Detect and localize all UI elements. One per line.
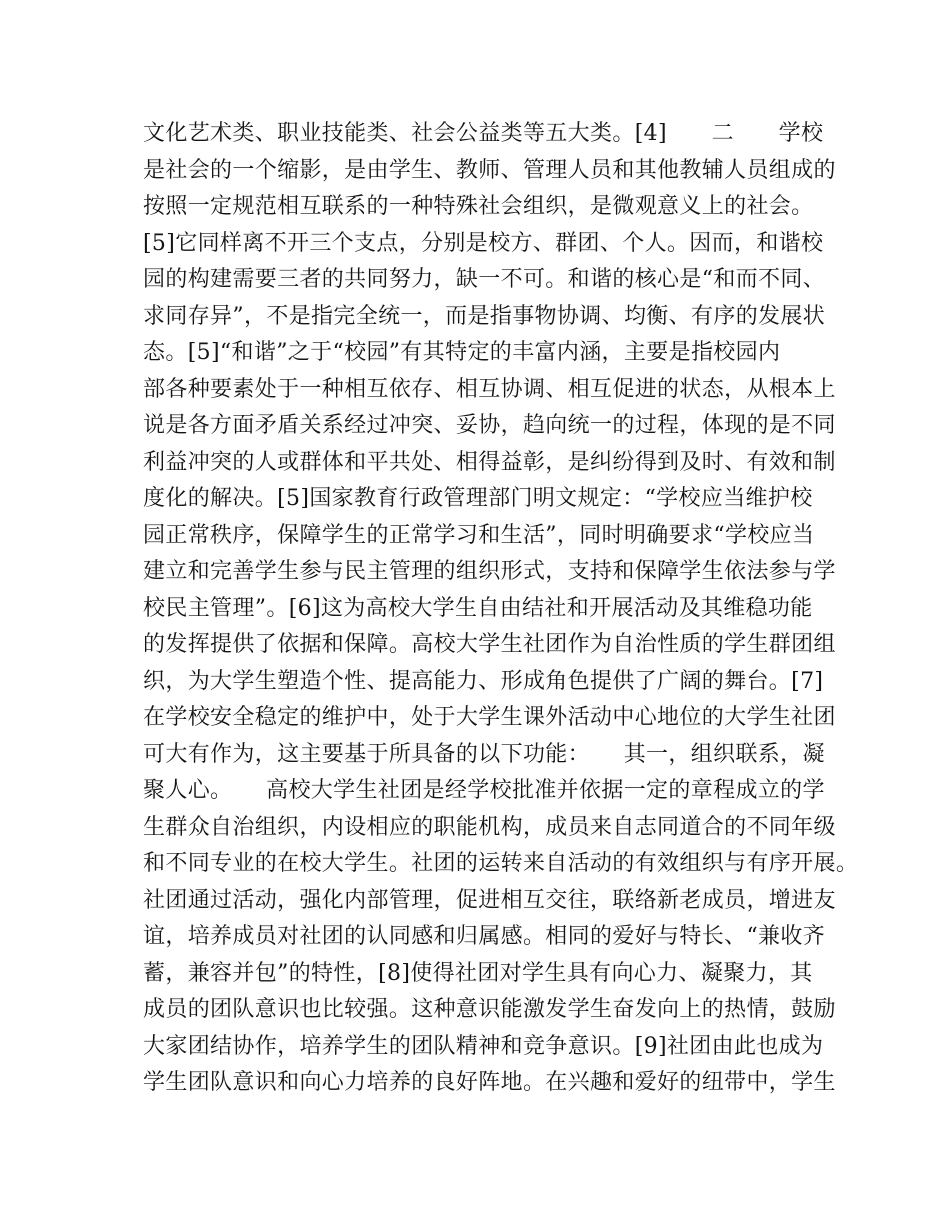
text-line: 求同存异”，不是指完全统一，而是指事物协调、均衡、有序的发展状 bbox=[143, 303, 826, 329]
text-line: 和不同专业的在校大学生。社团的运转来自活动的有效组织与有序开展。 bbox=[143, 851, 859, 876]
text-line: 在学校安全稳定的维护中，处于大学生课外活动中心地位的大学生社团 bbox=[143, 705, 836, 730]
text-line: 聚人心。 高校大学生社团是经学校批准并依据一定的章程成立的学 bbox=[143, 778, 825, 803]
text-line: 学生团队意识和向心力培养的良好阵地。在兴趣和爱好的纽带中，学生 bbox=[143, 1070, 836, 1095]
text-line: 织，为大学生塑造个性、提高能力、形成角色提供了广阔的舞台。[7] bbox=[143, 668, 824, 694]
text-line: 园的构建需要三者的共同努力，缺一不可。和谐的核心是“和而不同、 bbox=[143, 267, 826, 292]
text-line: 生群众自治组织，内设相应的职能机构，成员来自志同道合的不同年级 bbox=[143, 814, 836, 840]
text-line: 蓄，兼容并包”的特性，[8]使得社团对学生具有向心力、凝聚力，其 bbox=[143, 960, 813, 986]
text-line: [5]它同样离不开三个支点，分别是校方、群团、个人。因而，和谐校 bbox=[143, 230, 824, 256]
text-line: 园正常秩序，保障学生的正常学习和生活”，同时明确要求“学校应当 bbox=[143, 522, 815, 548]
text-line: 态。[5]“和谐”之于“校园”有其特定的丰富内涵，主要是指校园内 bbox=[143, 340, 781, 365]
text-line: 社团通过活动，强化内部管理，促进相互交往，联络新老成员，增进友 bbox=[143, 887, 836, 913]
text-line: 按照一定规范相互联系的一种特殊社会组织，是微观意义上的社会。 bbox=[143, 194, 814, 219]
text-line: 是社会的一个缩影，是由学生、教师、管理人员和其他教辅人员组成的 bbox=[143, 157, 836, 183]
text-line: 说是各方面矛盾关系经过冲突、妥协，趋向统一的过程，体现的是不同 bbox=[143, 413, 836, 438]
text-line: 度化的解决。[5]国家教育行政管理部门明文规定：“学校应当维护校 bbox=[143, 486, 813, 511]
text-line: 利益冲突的人或群体和平共处、相得益彰，是纠纷得到及时、有效和制 bbox=[143, 449, 836, 475]
text-line: 成员的团队意识也比较强。这种意识能激发学生奋发向上的热情，鼓励 bbox=[143, 997, 836, 1022]
text-line: 大家团结协作，培养学生的团队精神和竞争意识。[9]社团由此也成为 bbox=[143, 1033, 824, 1059]
text-line: 部各种要素处于一种相互依存、相互协调、相互促进的状态，从根本上 bbox=[143, 376, 836, 402]
text-line: 建立和完善学生参与民主管理的组织形式，支持和保障学生依法参与学 bbox=[143, 559, 836, 584]
body-text bbox=[143, 116, 859, 1102]
text-line: 文化艺术类、职业技能类、社会公益类等五大类。[4] 二 学校 bbox=[143, 121, 824, 146]
text-line: 可大有作为，这主要基于所具备的以下功能： 其一，组织联系，凝 bbox=[143, 741, 825, 767]
text-line: 谊，培养成员对社团的认同感和归属感。相同的爱好与特长、“兼收齐 bbox=[143, 924, 826, 949]
text-line: 的发挥提供了依据和保障。高校大学生社团作为自治性质的学生群团组 bbox=[143, 632, 836, 657]
text-line: 校民主管理”。[6]这为高校大学生自由结社和开展活动及其维稳功能 bbox=[143, 595, 813, 621]
